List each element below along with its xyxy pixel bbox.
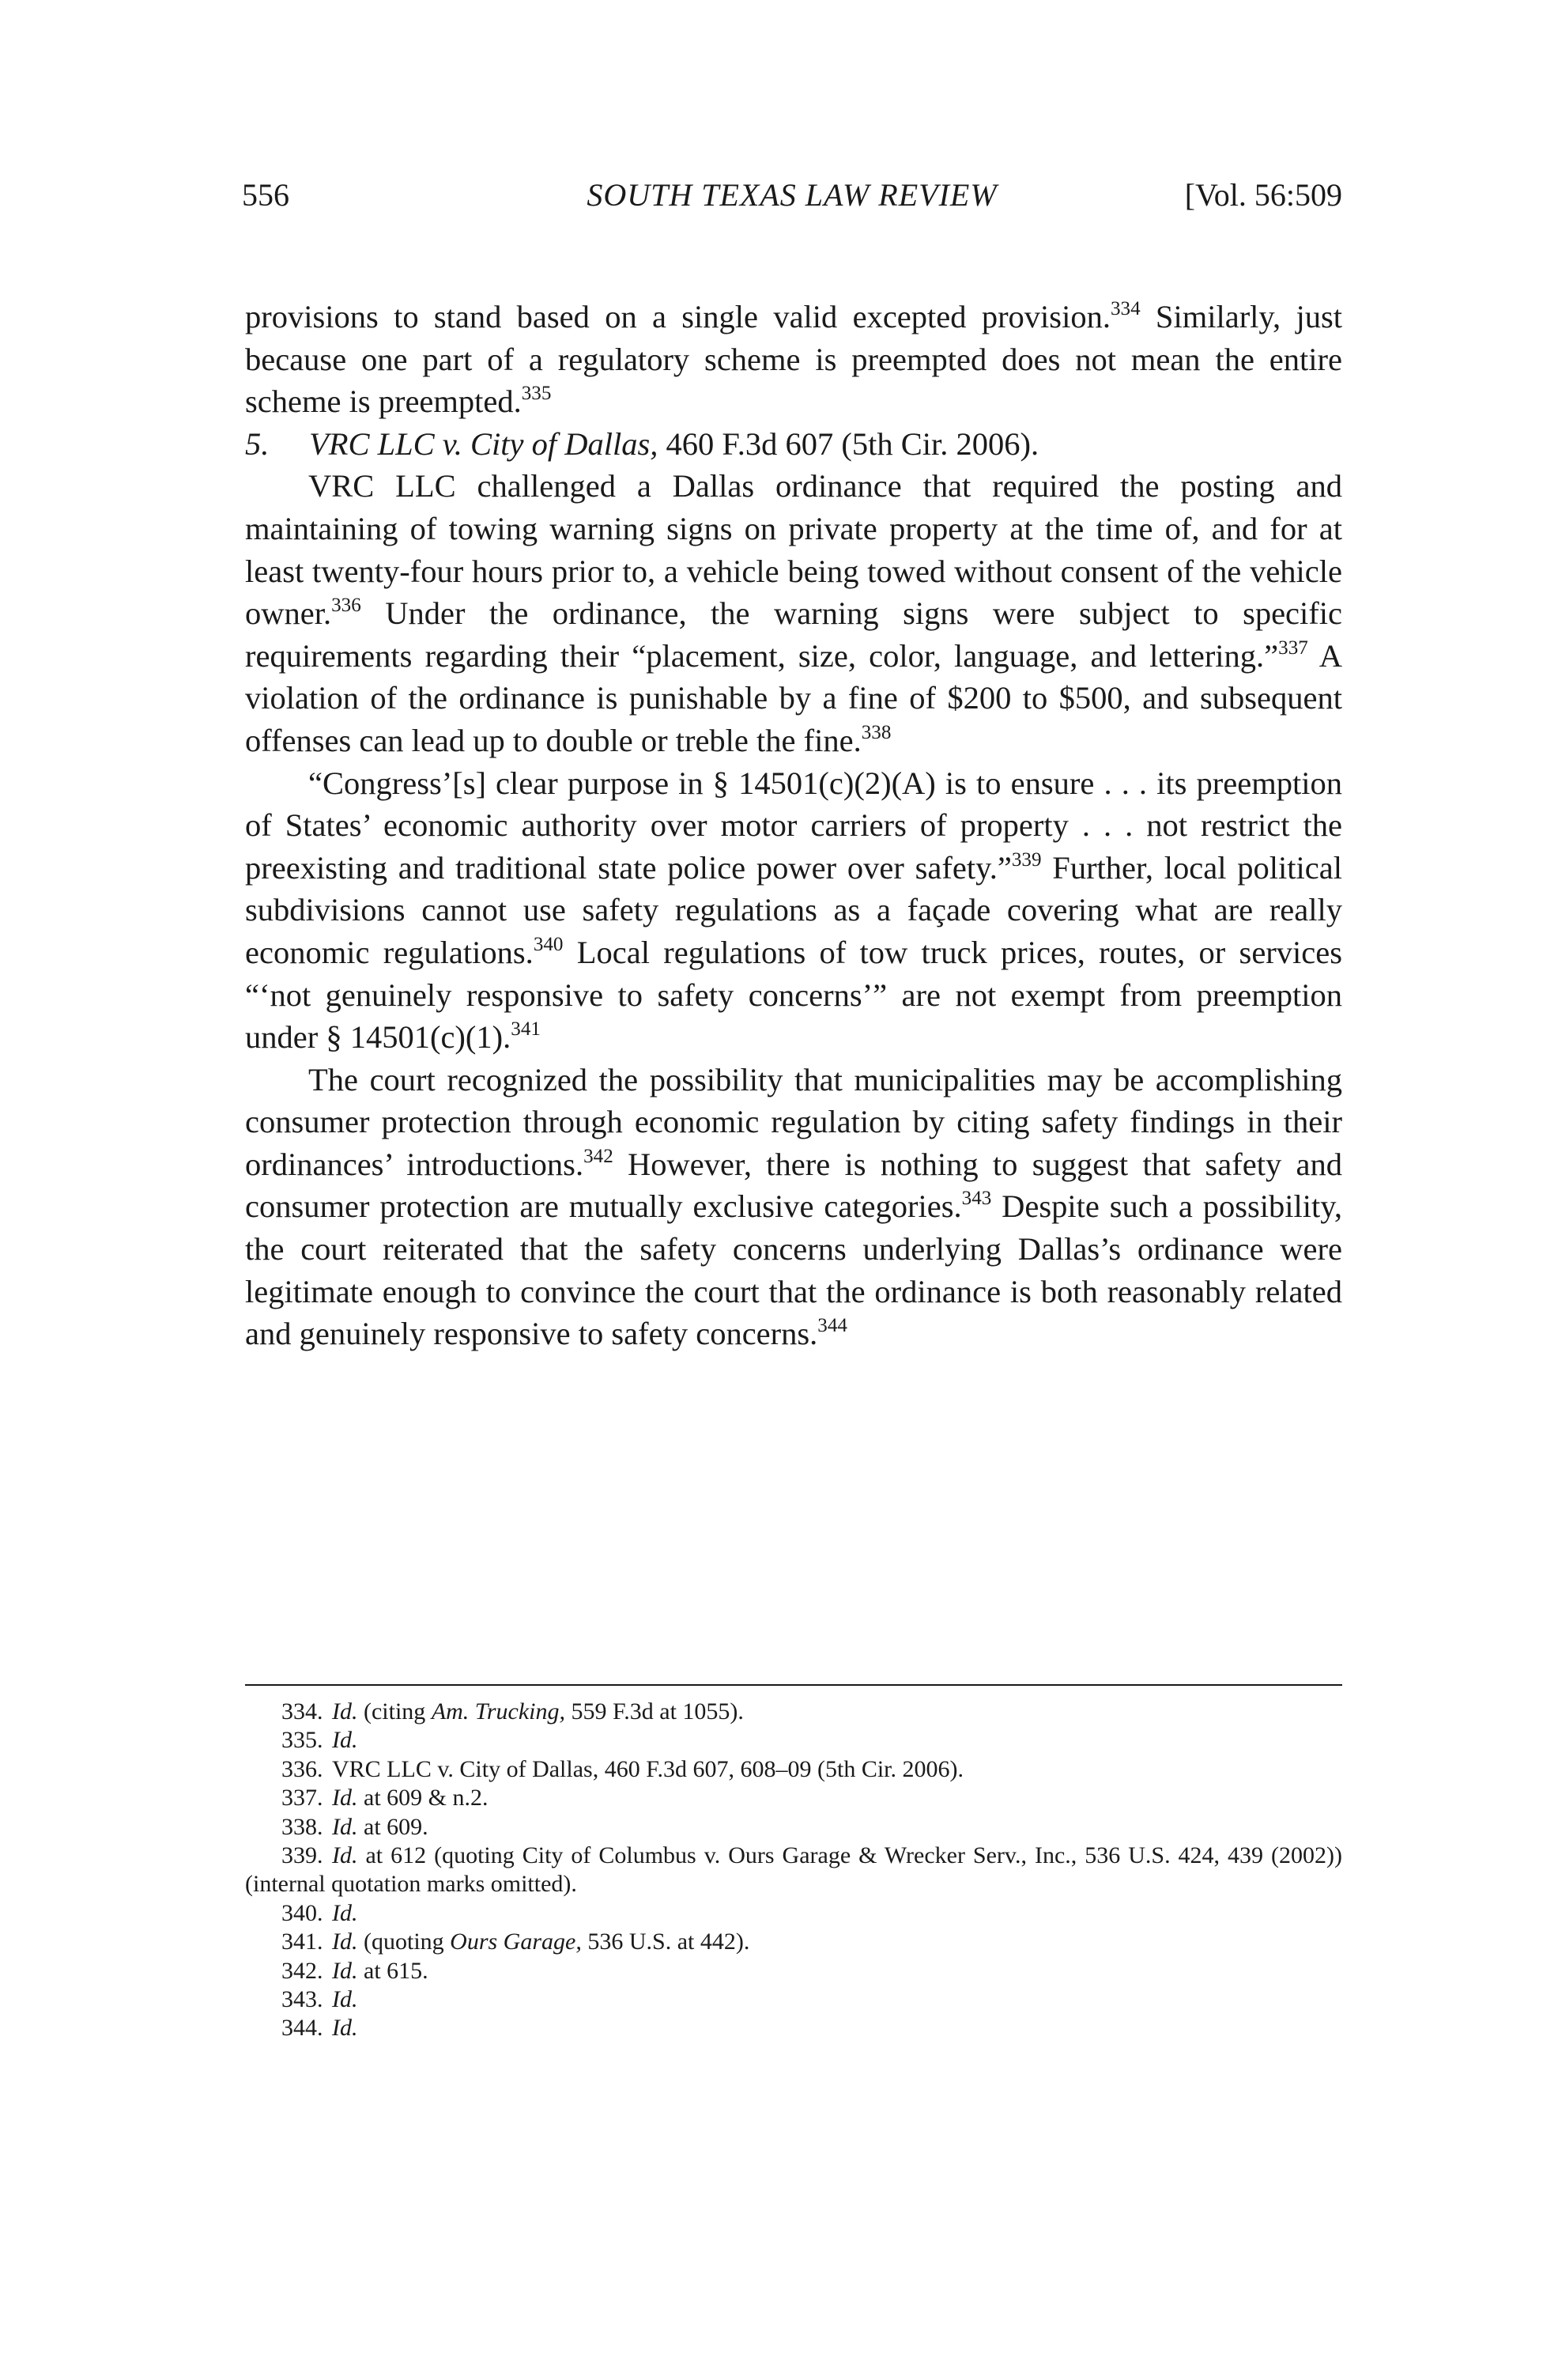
paragraph-continued [245,296,1342,423]
footnote-id: Id. [332,1727,358,1754]
case-name: VRC LLC v. City of Dallas, [309,425,658,462]
footnote-text: at 615. [357,1957,428,1984]
footnote-ref[interactable]: 342 [583,1145,613,1167]
footnote-text: (citing [357,1698,432,1725]
footnote-number: 341. [281,1929,323,1955]
footnote-number: 334. [281,1698,323,1725]
page-number: 556 [242,177,289,213]
footnote [245,1698,1342,1726]
footnote-id: Id. [332,1929,358,1955]
footnote-number: 338. [281,1813,323,1840]
footnote [245,1928,1342,1956]
footnote [245,1842,1342,1899]
footnote [245,1899,1342,1928]
footnote-ref[interactable]: 344 [817,1315,847,1337]
footnote-text: at 609 & n.2. [357,1785,489,1811]
footnote-ref[interactable]: 337 [1278,637,1308,659]
footnote-number: 340. [281,1899,323,1926]
text-run: “Congress’[s] clear purpose in § 14501(c)(2)(A) is to ensure . . . its preemption of States’ economic authority over motor carriers of property . . . not restrict the preexisting and traditional state police power over safety.” [245,765,1342,886]
text-run: Local regulations of tow truck prices, routes, or services “‘not genuinely responsive to safety concerns’” are not exempt from preemption under § 14501(c)(1). [245,934,1342,1056]
text-run: A violation of the ordinance is punishable by a fine of $200 to $500, and subsequent offenses can lead up to double or treble the fine. [245,637,1342,758]
volume-citation: [Vol. 56:509 [1184,177,1342,213]
heading-number: 5. [245,425,270,462]
running-header [242,176,1342,215]
footnote-text: (quoting [357,1929,451,1955]
paragraph [245,465,1342,761]
paragraph [245,762,1342,1059]
footnote-number: 339. [281,1842,323,1869]
footnote-number: 344. [281,2015,323,2042]
footnote-ref[interactable]: 335 [521,383,552,405]
footnote-number: 336. [281,1755,323,1782]
text-run: Further, local political subdivisions cannot use safety regulations as a façade covering what are really economic regulations. [245,849,1342,970]
text-run: Similarly, just because one part of a regulatory scheme is preempted does not mean the entire scheme is preempted. [245,299,1342,420]
footnote-ref[interactable]: 340 [533,933,564,955]
footnote-ref[interactable]: 341 [511,1018,541,1041]
footnote-case: Am. Trucking, [431,1698,565,1725]
footnote-ref[interactable]: 336 [331,595,361,617]
footnote [245,2014,1342,2042]
footnote-number: 335. [281,1727,323,1754]
section-heading [245,423,1342,466]
text-run: However, there is nothing to suggest that safety and consumer protection are mutually exclusive categories. [245,1146,1342,1225]
footnote-text: VRC LLC v. City of Dallas, 460 F.3d 607, 608–09 (5th Cir. 2006). [332,1755,964,1782]
text-run: provisions to stand based on a single valid excepted provision. [245,299,1111,334]
footnote-divider [245,1684,1342,1686]
footnote-ref[interactable]: 338 [861,721,892,743]
footnote-text: at 609. [357,1813,428,1840]
text-run: Despite such a possibility, the court reiterated that the safety concerns underlying Dallas’s ordinance were legitimate enough to convince the court that the ordinance is both reasonably related and genuinely responsive to safety concerns. [245,1188,1342,1352]
footnote-id: Id. [332,1785,358,1811]
footnote [245,1755,1342,1784]
footnote-id: Id. [332,1986,358,2013]
footnote-id: Id. [332,1813,358,1840]
footnote [245,1813,1342,1842]
footnote [245,1784,1342,1812]
case-citation: 460 F.3d 607 (5th Cir. 2006). [658,425,1039,462]
footnote-ref[interactable]: 339 [1011,848,1042,871]
footnotes [245,1698,1342,2043]
footnote-number: 337. [281,1785,323,1811]
footnote-ref[interactable]: 343 [961,1188,992,1210]
footnote-id: Id. [332,2015,358,2042]
footnote-text: 559 F.3d at 1055). [564,1698,744,1725]
footnote-id: Id. [332,1842,358,1869]
text-run: Under the ordinance, the warning signs were subject to specific requirements regarding their “placement, size, color, language, and lettering.” [245,595,1342,674]
footnote-text: 536 U.S. at 442). [581,1929,750,1955]
footnote-number: 342. [281,1957,323,1984]
text-run: The court recognized the possibility that municipalities may be accomplishing consumer protection through economic regulation by citing safety findings in their ordinances’ introductions. [245,1061,1342,1182]
journal-title: SOUTH TEXAS LAW REVIEW [587,177,998,213]
footnote-case: Ours Garage, [450,1929,582,1955]
footnote-id: Id. [332,1899,358,1926]
footnote-id: Id. [332,1957,358,1984]
footnote [245,1985,1342,2014]
footnote-id: Id. [332,1698,358,1725]
main-text [245,296,1342,1355]
paragraph [245,1059,1342,1355]
footnote-text: at 612 (quoting City of Columbus v. Ours Garage & Wrecker Serv., Inc., 536 U.S. 424, 439 (2002)) (internal quotation marks omitted). [245,1842,1342,1898]
footnote [245,1957,1342,1985]
footnote-number: 343. [281,1986,323,2013]
text-run: VRC LLC challenged a Dallas ordinance that required the posting and maintaining of towing warning signs on private property at the time of, and for at least twenty-four hours prior to, a vehicle being towed without consent of the vehicle owner. [245,468,1342,632]
footnote [245,1726,1342,1755]
footnote-ref[interactable]: 334 [1110,298,1141,319]
